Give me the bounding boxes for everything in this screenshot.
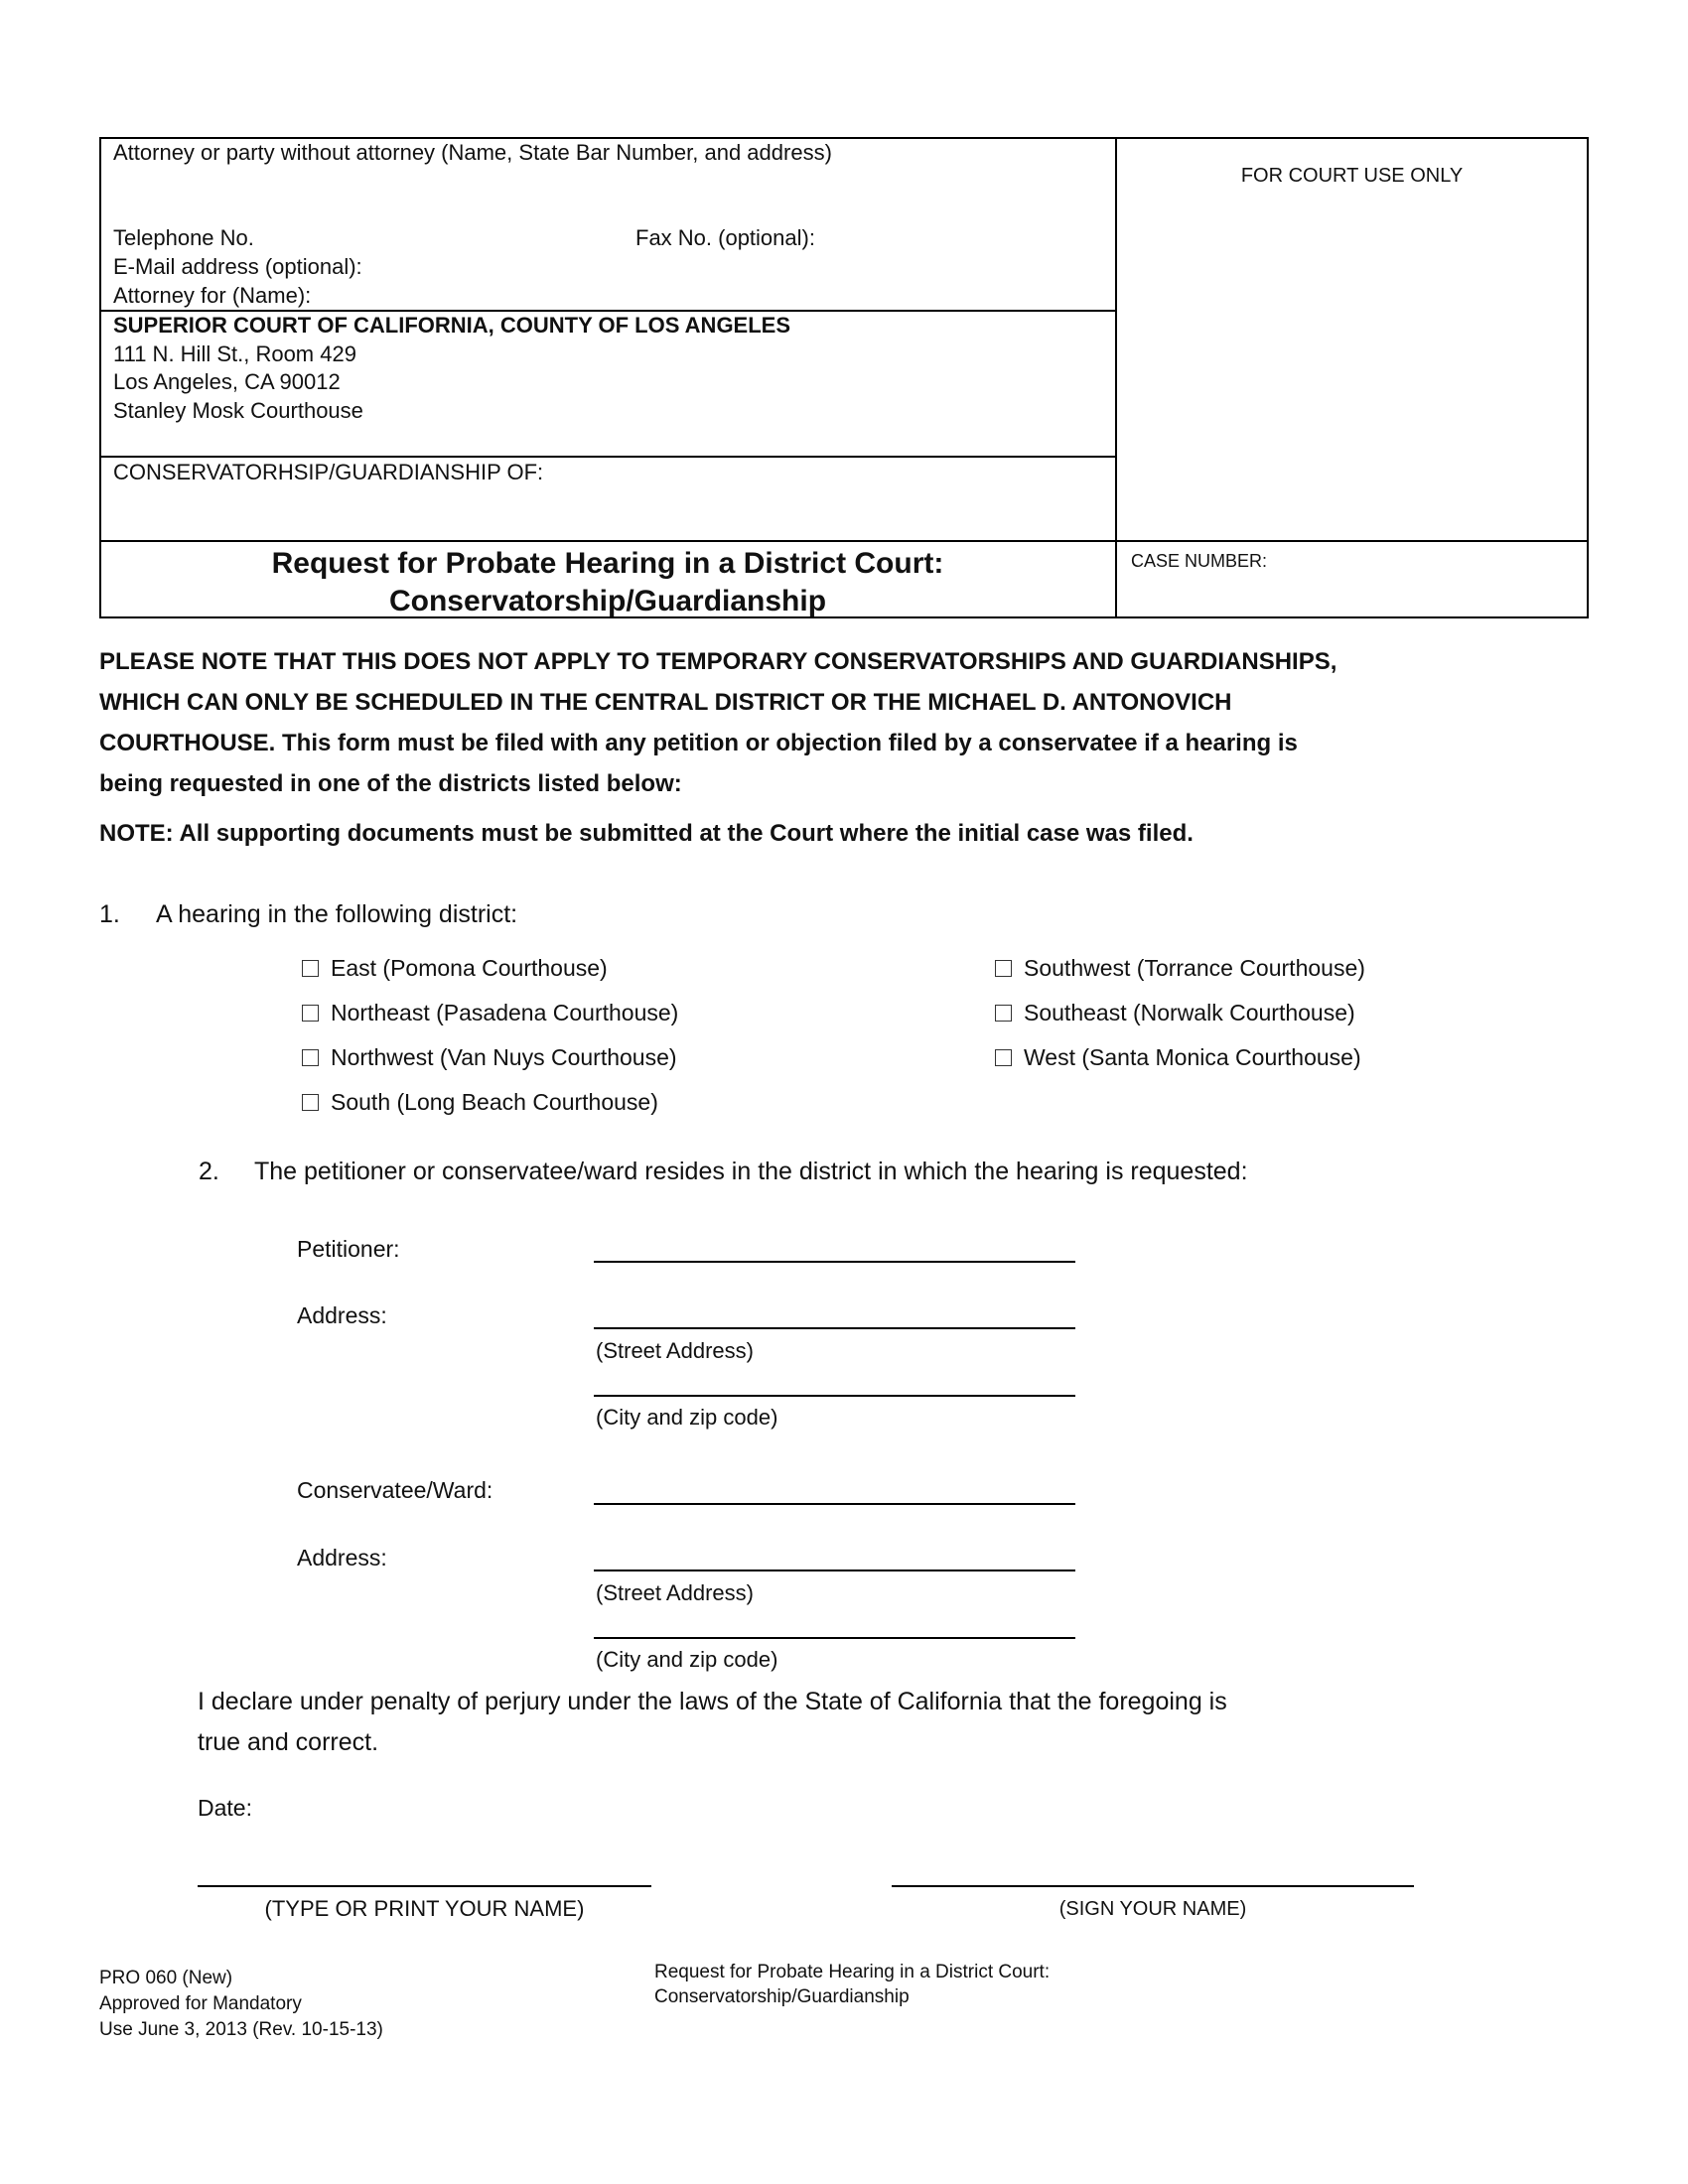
- form-title-line: Conservatorship/Guardianship: [388, 585, 827, 617]
- conservatee-field[interactable]: [594, 1503, 1075, 1505]
- conservatee-address-label: Address:: [297, 1545, 387, 1570]
- table-border-right: [1587, 137, 1589, 618]
- district-option-northeast[interactable]: [302, 991, 678, 1035]
- district-list-right: [995, 946, 1365, 1080]
- district-option-south[interactable]: [302, 1080, 678, 1125]
- district-option-southwest[interactable]: [995, 946, 1365, 991]
- form-title: [99, 545, 1116, 620]
- checkbox[interactable]: [302, 960, 319, 977]
- declaration-line: true and correct.: [198, 1728, 379, 1756]
- notice-line: WHICH CAN ONLY BE SCHEDULED IN THE CENTRAL DISTRICT OR THE MICHAEL D. ANTONOVICH: [99, 689, 1232, 716]
- conservatorship-of-label: CONSERVATORHSIP/GUARDIANSHIP OF:: [113, 460, 544, 484]
- street-hint: (Street Address): [596, 1580, 754, 1605]
- conservatee-city-field[interactable]: [594, 1637, 1075, 1639]
- district-label: Northwest (Van Nuys Courthouse): [331, 1044, 677, 1070]
- telephone-label: Telephone No.: [113, 225, 254, 250]
- declaration: [198, 1682, 1227, 1763]
- attorney-label: Attorney or party without attorney (Name, State Bar Number, and address): [113, 140, 832, 165]
- checkbox[interactable]: [995, 960, 1012, 977]
- section-2-number: 2.: [199, 1158, 219, 1185]
- supporting-docs-note: NOTE: All supporting documents must be submitted at the Court where the initial case was filed.: [99, 820, 1194, 847]
- date-label: Date:: [198, 1795, 252, 1821]
- section-2-text: The petitioner or conservatee/ward resides in the district in which the hearing is requested:: [254, 1158, 1248, 1185]
- footer-line: Approved for Mandatory: [99, 1993, 302, 2014]
- court-name: SUPERIOR COURT OF CALIFORNIA, COUNTY OF LOS ANGELES: [113, 313, 791, 338]
- footer-line: Use June 3, 2013 (Rev. 10-15-13): [99, 2019, 383, 2040]
- checkbox[interactable]: [302, 1005, 319, 1022]
- footer-line: Conservatorship/Guardianship: [654, 1986, 910, 2007]
- district-list-left: [302, 946, 678, 1125]
- district-label: East (Pomona Courthouse): [331, 955, 608, 981]
- fax-label: Fax No. (optional):: [635, 225, 815, 250]
- checkbox[interactable]: [302, 1094, 319, 1111]
- notice-line: COURTHOUSE. This form must be filed with any petition or objection filed by a conservatee if a hearing is: [99, 730, 1298, 756]
- case-number-label: CASE NUMBER:: [1131, 551, 1268, 571]
- checkbox[interactable]: [302, 1049, 319, 1066]
- city-hint: (City and zip code): [596, 1647, 778, 1672]
- footer-line: Request for Probate Hearing in a District Court:: [654, 1962, 1051, 1982]
- petitioner-street-field[interactable]: [594, 1327, 1075, 1329]
- attorney-for-label: Attorney for (Name):: [113, 283, 312, 308]
- footer-line: PRO 060 (New): [99, 1968, 233, 1988]
- district-label: West (Santa Monica Courthouse): [1024, 1044, 1361, 1070]
- form-title-line: Request for Probate Hearing in a District Court:: [271, 547, 944, 580]
- row-divider: [99, 310, 1116, 312]
- print-name-field[interactable]: [198, 1885, 651, 1887]
- signature-field[interactable]: [892, 1885, 1414, 1887]
- court-address-line: Los Angeles, CA 90012: [113, 369, 341, 394]
- notice-line: PLEASE NOTE THAT THIS DOES NOT APPLY TO TEMPORARY CONSERVATORSHIPS AND GUARDIANSHIPS,: [99, 648, 1337, 675]
- petitioner-address-label: Address:: [297, 1302, 387, 1328]
- petitioner-city-field[interactable]: [594, 1395, 1075, 1397]
- district-label: Southwest (Torrance Courthouse): [1024, 955, 1365, 981]
- district-label: Southeast (Norwalk Courthouse): [1024, 1000, 1355, 1025]
- district-option-southeast[interactable]: [995, 991, 1365, 1035]
- city-hint: (City and zip code): [596, 1405, 778, 1430]
- notice-line: being requested in one of the districts listed below:: [99, 770, 682, 797]
- email-label: E-Mail address (optional):: [113, 254, 362, 279]
- district-option-west[interactable]: [995, 1035, 1365, 1080]
- row-divider: [99, 456, 1116, 458]
- checkbox[interactable]: [995, 1049, 1012, 1066]
- court-address-line: 111 N. Hill St., Room 429: [113, 341, 356, 366]
- conservatee-label: Conservatee/Ward:: [297, 1477, 493, 1503]
- court-use-only-label: FOR COURT USE ONLY: [1240, 165, 1464, 187]
- conservatee-street-field[interactable]: [594, 1570, 1075, 1571]
- table-border-top: [99, 137, 1589, 139]
- notice: [99, 641, 1336, 804]
- section-1-text: A hearing in the following district:: [156, 900, 518, 928]
- footer-form-title: [654, 1960, 1050, 2009]
- checkbox[interactable]: [995, 1005, 1012, 1022]
- district-label: South (Long Beach Courthouse): [331, 1089, 658, 1115]
- declaration-line: I declare under penalty of perjury under the laws of the State of California that the foregoing is: [198, 1688, 1227, 1715]
- print-name-label: (TYPE OR PRINT YOUR NAME): [264, 1896, 585, 1921]
- row-divider: [99, 540, 1589, 542]
- section-1-number: 1.: [99, 900, 120, 928]
- district-option-northwest[interactable]: [302, 1035, 678, 1080]
- petitioner-field[interactable]: [594, 1261, 1075, 1263]
- footer-form-id: [99, 1966, 383, 2043]
- sign-name-label: (SIGN YOUR NAME): [1058, 1898, 1247, 1920]
- court-address-line: Stanley Mosk Courthouse: [113, 398, 363, 423]
- street-hint: (Street Address): [596, 1338, 754, 1363]
- district-label: Northeast (Pasadena Courthouse): [331, 1000, 679, 1025]
- district-option-east[interactable]: [302, 946, 678, 991]
- petitioner-label: Petitioner:: [297, 1236, 400, 1262]
